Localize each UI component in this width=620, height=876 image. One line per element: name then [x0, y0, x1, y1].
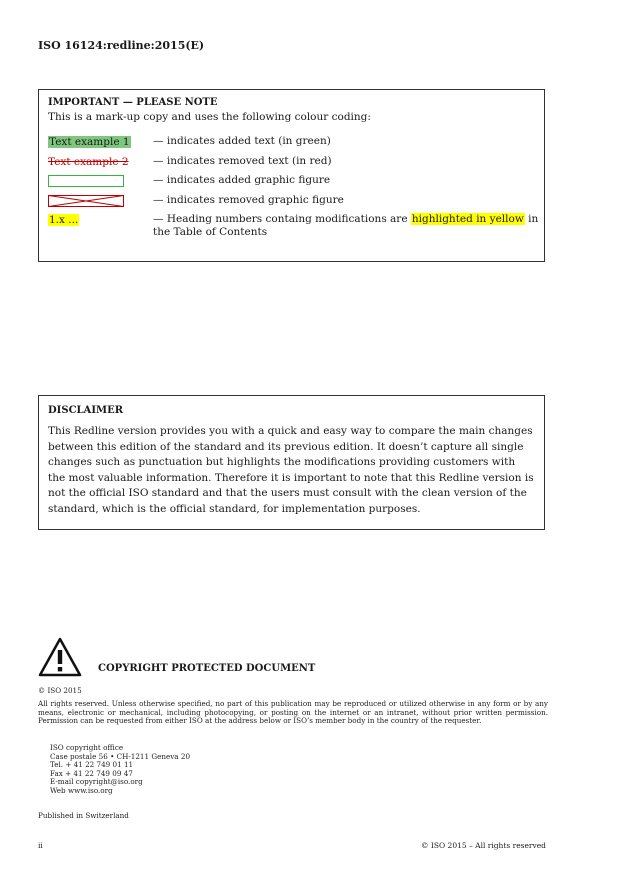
rights-text: All rights reserved. Unless otherwise specified, no part of this publication may be reproduced or utilized otherwise in any form or by any means, electronic or mechanical, including photocopying, or posting on the internet or an intranet, without prior written permission. Permission can be requested from either ISO at the address below or ISO’s member body in the country of the requester.	[38, 699, 548, 726]
address-line: Web www.iso.org	[50, 785, 113, 795]
address-line: E-mail copyright@iso.org	[50, 777, 143, 787]
address-line: Fax + 41 22 749 09 47	[50, 768, 133, 778]
copyright-title: COPYRIGHT PROTECTED DOCUMENT	[98, 663, 316, 674]
copyright-year: © ISO 2015	[38, 686, 82, 695]
disclaimer-box	[38, 395, 545, 530]
legend-desc	[153, 213, 543, 239]
added-figure-icon	[48, 175, 124, 187]
page-number: ii	[38, 841, 43, 850]
legend-row-heading-numbers	[48, 213, 539, 238]
document-id: ISO 16124:redline:2015(E)	[38, 39, 205, 52]
published-in: Published in Switzerland	[38, 811, 129, 820]
disclaimer-title: DISCLAIMER	[48, 405, 123, 416]
warning-icon	[38, 637, 82, 677]
legend-row-removed-figure	[48, 194, 535, 214]
important-note-box	[38, 89, 545, 262]
important-title: IMPORTANT — PLEASE NOTE	[48, 97, 218, 108]
heading-number-sample: 1.x ...	[49, 214, 79, 226]
legend-desc-before: — Heading numbers containg modifications are	[153, 213, 408, 225]
address-line: Tel. + 41 22 749 01 11	[50, 760, 134, 770]
legend-desc: — indicates removed graphic figure	[153, 193, 344, 206]
legend-row-removed-text	[48, 155, 535, 175]
disclaimer-text: This Redline version provides you with a quick and easy way to compare the main changes between this edition of the standard and its previous edition. It doesn’t capture all single changes such as punctuation but highlights the modifications providing customers with the most valuable information. Therefore it is important to note that this Redline version is not the official ISO standard and that the users must consult with the clean version of the standard, which is the official standard, for implementation purposes.	[48, 425, 534, 515]
removed-text-sample: Text example 2	[48, 155, 129, 168]
legend-row-added-text	[48, 135, 535, 155]
footer-rights: © ISO 2015 – All rights reserved	[421, 841, 546, 850]
legend-desc: — indicates removed text (in red)	[153, 154, 332, 167]
address-line: Case postale 56 • CH-1211 Geneva 20	[50, 751, 191, 761]
highlight-yellow-text: highlighted in yellow	[411, 213, 524, 225]
iso-address	[50, 744, 190, 796]
address-line: ISO copyright office	[50, 743, 124, 752]
legend-row-added-figure	[48, 174, 535, 194]
important-intro: This is a mark-up copy and uses the following colour coding:	[48, 111, 371, 123]
legend-desc-after: in the Table of Contents	[153, 213, 539, 238]
added-text-sample: Text example 1	[49, 136, 130, 148]
legend-desc: — indicates added graphic figure	[153, 174, 331, 186]
removed-figure-icon	[48, 195, 124, 207]
legend-desc: — indicates added text (in green)	[153, 135, 331, 147]
